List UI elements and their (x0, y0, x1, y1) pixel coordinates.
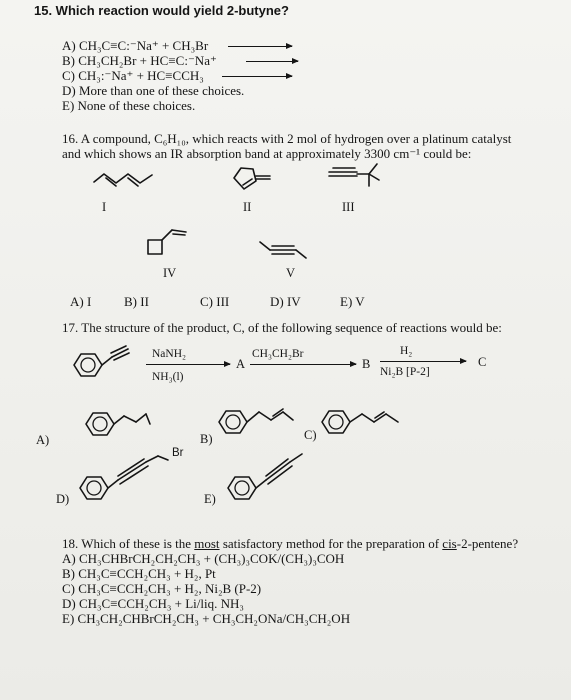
q17-reagent3-top: H₂ (400, 345, 413, 357)
q15-option-a: A) CH₃C≡C:⁻Na⁺ + CH₃Br (62, 38, 209, 53)
q17-reagent3-bottom: Ni₂B [P-2] (380, 366, 430, 378)
q17-intermediate-b: B (362, 357, 371, 371)
q17-intermediate-a: A (236, 357, 246, 371)
q15-arrow-c (222, 76, 292, 77)
q18-question-most: most (194, 536, 220, 551)
q17-start-phenylalkyne (68, 345, 138, 385)
q17-choice-a-label: A) (36, 433, 50, 447)
q18-question-prefix: 18. Which of these is the (62, 536, 195, 551)
q17-choice-d-label: D) (56, 492, 70, 506)
q17-arrow-1 (146, 364, 230, 365)
q18-question (62, 536, 518, 551)
q15-arrow-b (246, 61, 298, 62)
q15-arrow-a (228, 46, 292, 47)
q17-arrow-3 (380, 361, 466, 362)
structure-ii-label: II (243, 200, 252, 214)
q18-question-cis: cis (442, 536, 457, 551)
q17-reagent1-bottom: NH₃(l) (152, 371, 184, 383)
q18-option-c: C) CH₃C≡CCH₂CH₃ + H₂, Ni₂B (P-2) (62, 581, 262, 596)
q18-question-suffix: -2-pentene? (456, 536, 519, 551)
structure-iv-cyclobutane (142, 224, 192, 260)
q15-option-d: D) More than one of these choices. (62, 83, 245, 98)
q17-choice-b-label: B) (200, 432, 213, 446)
structure-i-diene (92, 168, 162, 190)
q17-reagent2-top: CH₃CH₂Br (252, 348, 304, 360)
q15-option-b: B) CH₃CH₂Br + HC≡C:⁻Na⁺ (62, 53, 217, 68)
structure-i-label: I (102, 200, 107, 214)
q17-reagent1-top: NaNH₂ (152, 348, 187, 360)
q18-option-e: E) CH₃CH₂CHBrCH₂CH₃ + CH₃CH₂ONa/CH₃CH₂OH (62, 611, 351, 626)
q17-question: 17. The structure of the product, C, of the following sequence of reactions would be: (62, 320, 502, 335)
structure-v-alkyne (258, 236, 318, 264)
q16-answer-c: C) III (200, 294, 230, 309)
structure-iii-label: III (342, 200, 355, 214)
q17-choice-e-structure (224, 438, 314, 508)
q18-option-d: D) CH₃C≡CCH₂CH₃ + Li/liq. NH₃ (62, 596, 244, 611)
q15-option-c: C) CH₃:⁻Na⁺ + HC≡CCH₃ (62, 68, 204, 83)
q17-choice-b-structure (215, 402, 305, 442)
q16-question-line2: and which shows an IR absorption band at approximately 3300 cm⁻¹ could be: (62, 146, 472, 161)
structure-iii-alkyne (327, 160, 387, 190)
structure-ii-cyclic (230, 163, 280, 193)
q17-choice-c-label: C) (304, 428, 317, 442)
q17-choice-e-label: E) (204, 492, 216, 506)
q18-option-b: B) CH₃C≡CCH₂CH₃ + H₂, Pt (62, 566, 216, 581)
q17-choice-d-br: Br (172, 447, 184, 459)
q17-arrow-2 (250, 364, 356, 365)
q16-answer-e: E) V (340, 294, 365, 309)
q17-choice-c-structure (318, 402, 418, 442)
q16-answer-b: B) II (124, 294, 149, 309)
q16-answer-a: A) I (70, 294, 92, 309)
q15-option-e: E) None of these choices. (62, 98, 196, 113)
q18-option-a: A) CH₃CHBrCH₂CH₂CH₃ + (CH₃)₃COK/(CH₃)₃COH (62, 551, 345, 566)
q15-question: 15. Which reaction would yield 2-butyne? (34, 3, 289, 18)
q16-answer-d: D) IV (270, 294, 301, 309)
q16-question-line1: 16. A compound, C₆H₁₀, which reacts with 2 mol of hydrogen over a platinum catalyst (62, 131, 512, 146)
q18-question-middle: satisfactory method for the preparation of (219, 536, 443, 551)
structure-v-label: V (286, 266, 296, 280)
q17-product-c: C (478, 355, 487, 369)
structure-iv-label: IV (163, 266, 177, 280)
